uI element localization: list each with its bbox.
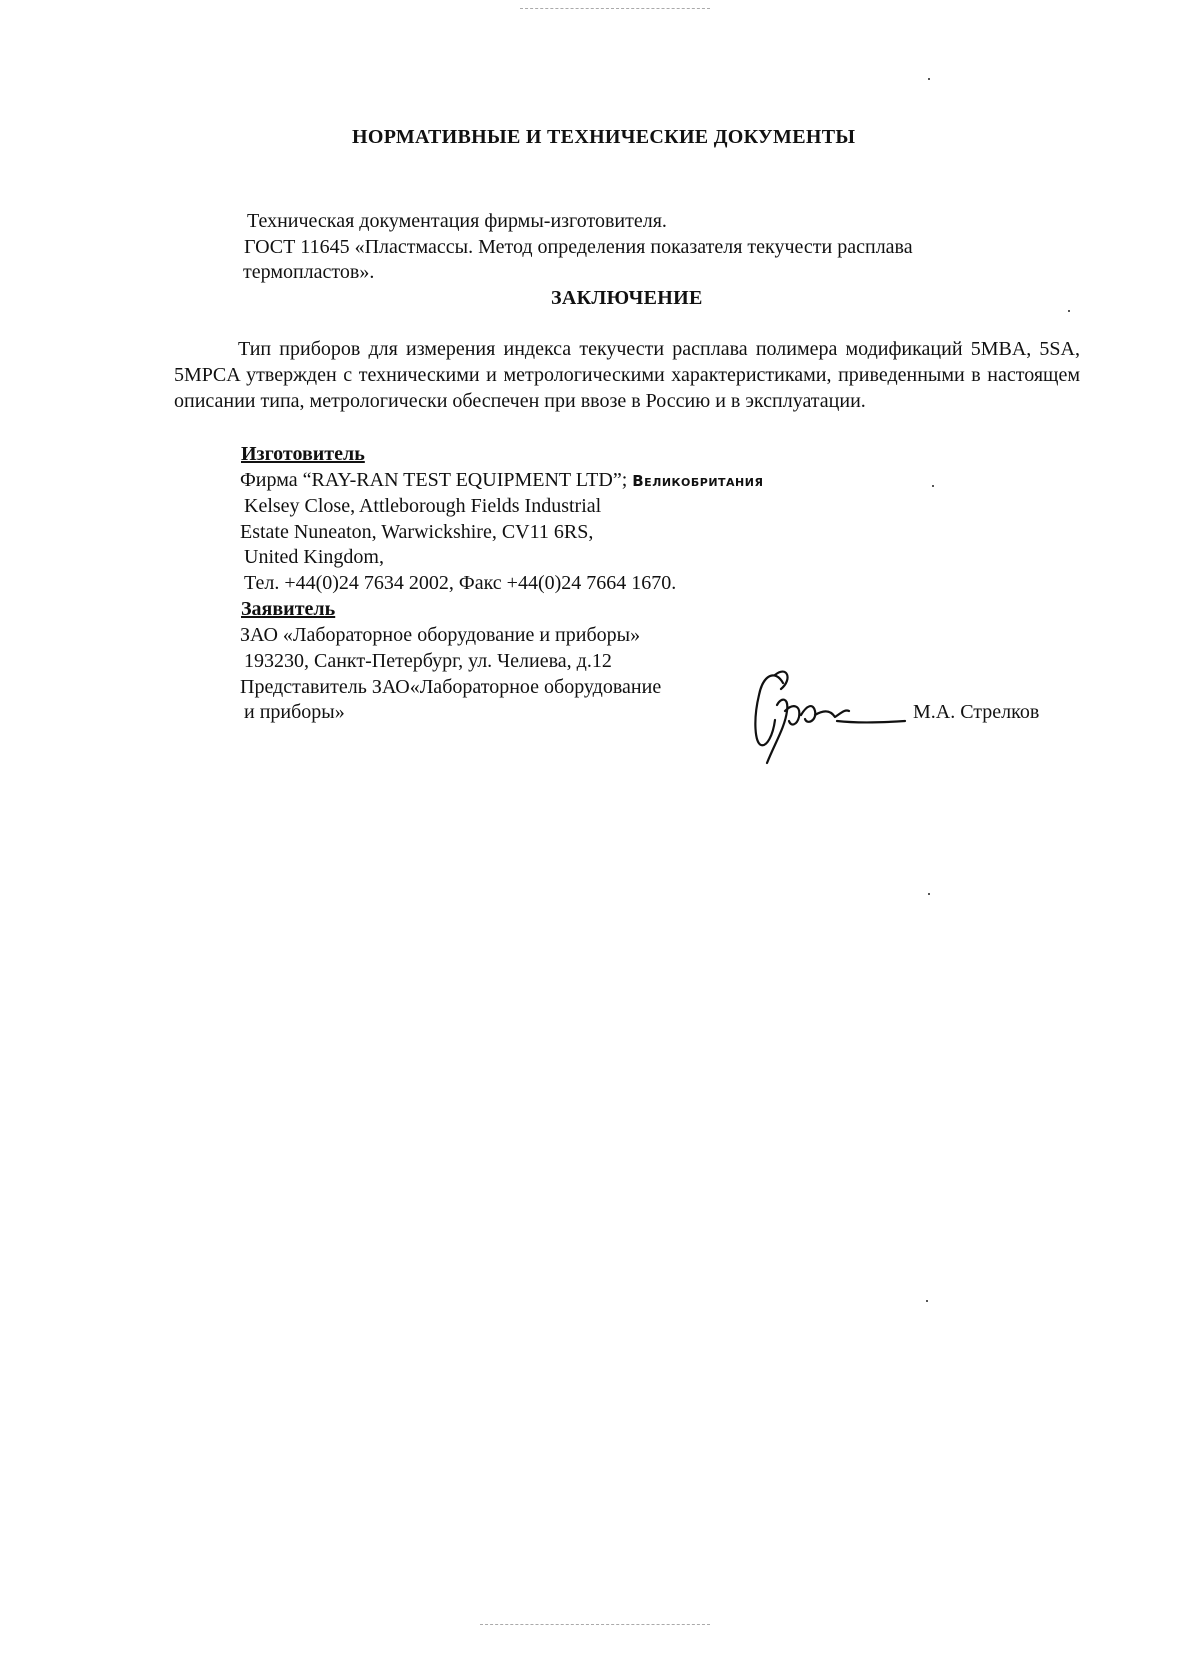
address-line: United Kingdom,: [244, 546, 384, 568]
scan-artifact: [480, 1624, 710, 1625]
address-line: Kelsey Close, Attleborough Fields Industrial: [244, 495, 602, 517]
scan-speck: [928, 893, 930, 895]
scan-speck: [1068, 310, 1070, 312]
phone-fax-line: Тел. +44(0)24 7634 2002, Факс +44(0)24 7664 1670.: [244, 572, 677, 594]
scan-artifact: [520, 8, 710, 9]
manufacturer-firm: [240, 468, 763, 493]
signature: [745, 665, 915, 765]
applicant-heading: Заявитель: [241, 598, 336, 620]
applicant-line: Представитель ЗАО«Лабораторное оборудование: [240, 676, 662, 698]
normative-doc-line: ГОСТ 11645 «Пластмассы. Метод определения показателя текучести расплава: [244, 236, 913, 258]
scan-speck: [928, 78, 930, 80]
scan-speck: [926, 1300, 928, 1302]
applicant-line: ЗАО «Лабораторное оборудование и приборы»: [240, 624, 641, 646]
applicant-line: и приборы»: [244, 701, 345, 723]
handwritten-country: Великобритания: [632, 472, 764, 490]
page-title: НОРМАТИВНЫЕ И ТЕХНИЧЕСКИЕ ДОКУМЕНТЫ: [352, 126, 856, 148]
scan-speck: [932, 485, 934, 487]
applicant-line: 193230, Санкт-Петербург, ул. Челиева, д.12: [244, 650, 612, 672]
conclusion-paragraph: Тип приборов для измерения индекса текучести расплава полимера модификаций 5MBA, 5SA, 5MPCA утвержден с техническими и метрологическими характеристиками, приведенными в настоящем описании типа, метрологически обеспечен при ввозе в Россию и в эксплуатации.: [174, 338, 1080, 412]
address-line: Estate Nuneaton, Warwickshire, CV11 6RS,: [240, 521, 594, 543]
conclusion-heading: ЗАКЛЮЧЕНИЕ: [551, 287, 703, 309]
manufacturer-heading: Изготовитель: [241, 443, 365, 465]
firm-name: Фирма “RAY-RAN TEST EQUIPMENT LTD”;: [240, 469, 633, 491]
normative-doc-line: Техническая документация фирмы-изготовителя.: [247, 210, 667, 232]
normative-doc-line: термопластов».: [243, 261, 375, 283]
signatory-name: М.А. Стрелков: [913, 701, 1040, 723]
